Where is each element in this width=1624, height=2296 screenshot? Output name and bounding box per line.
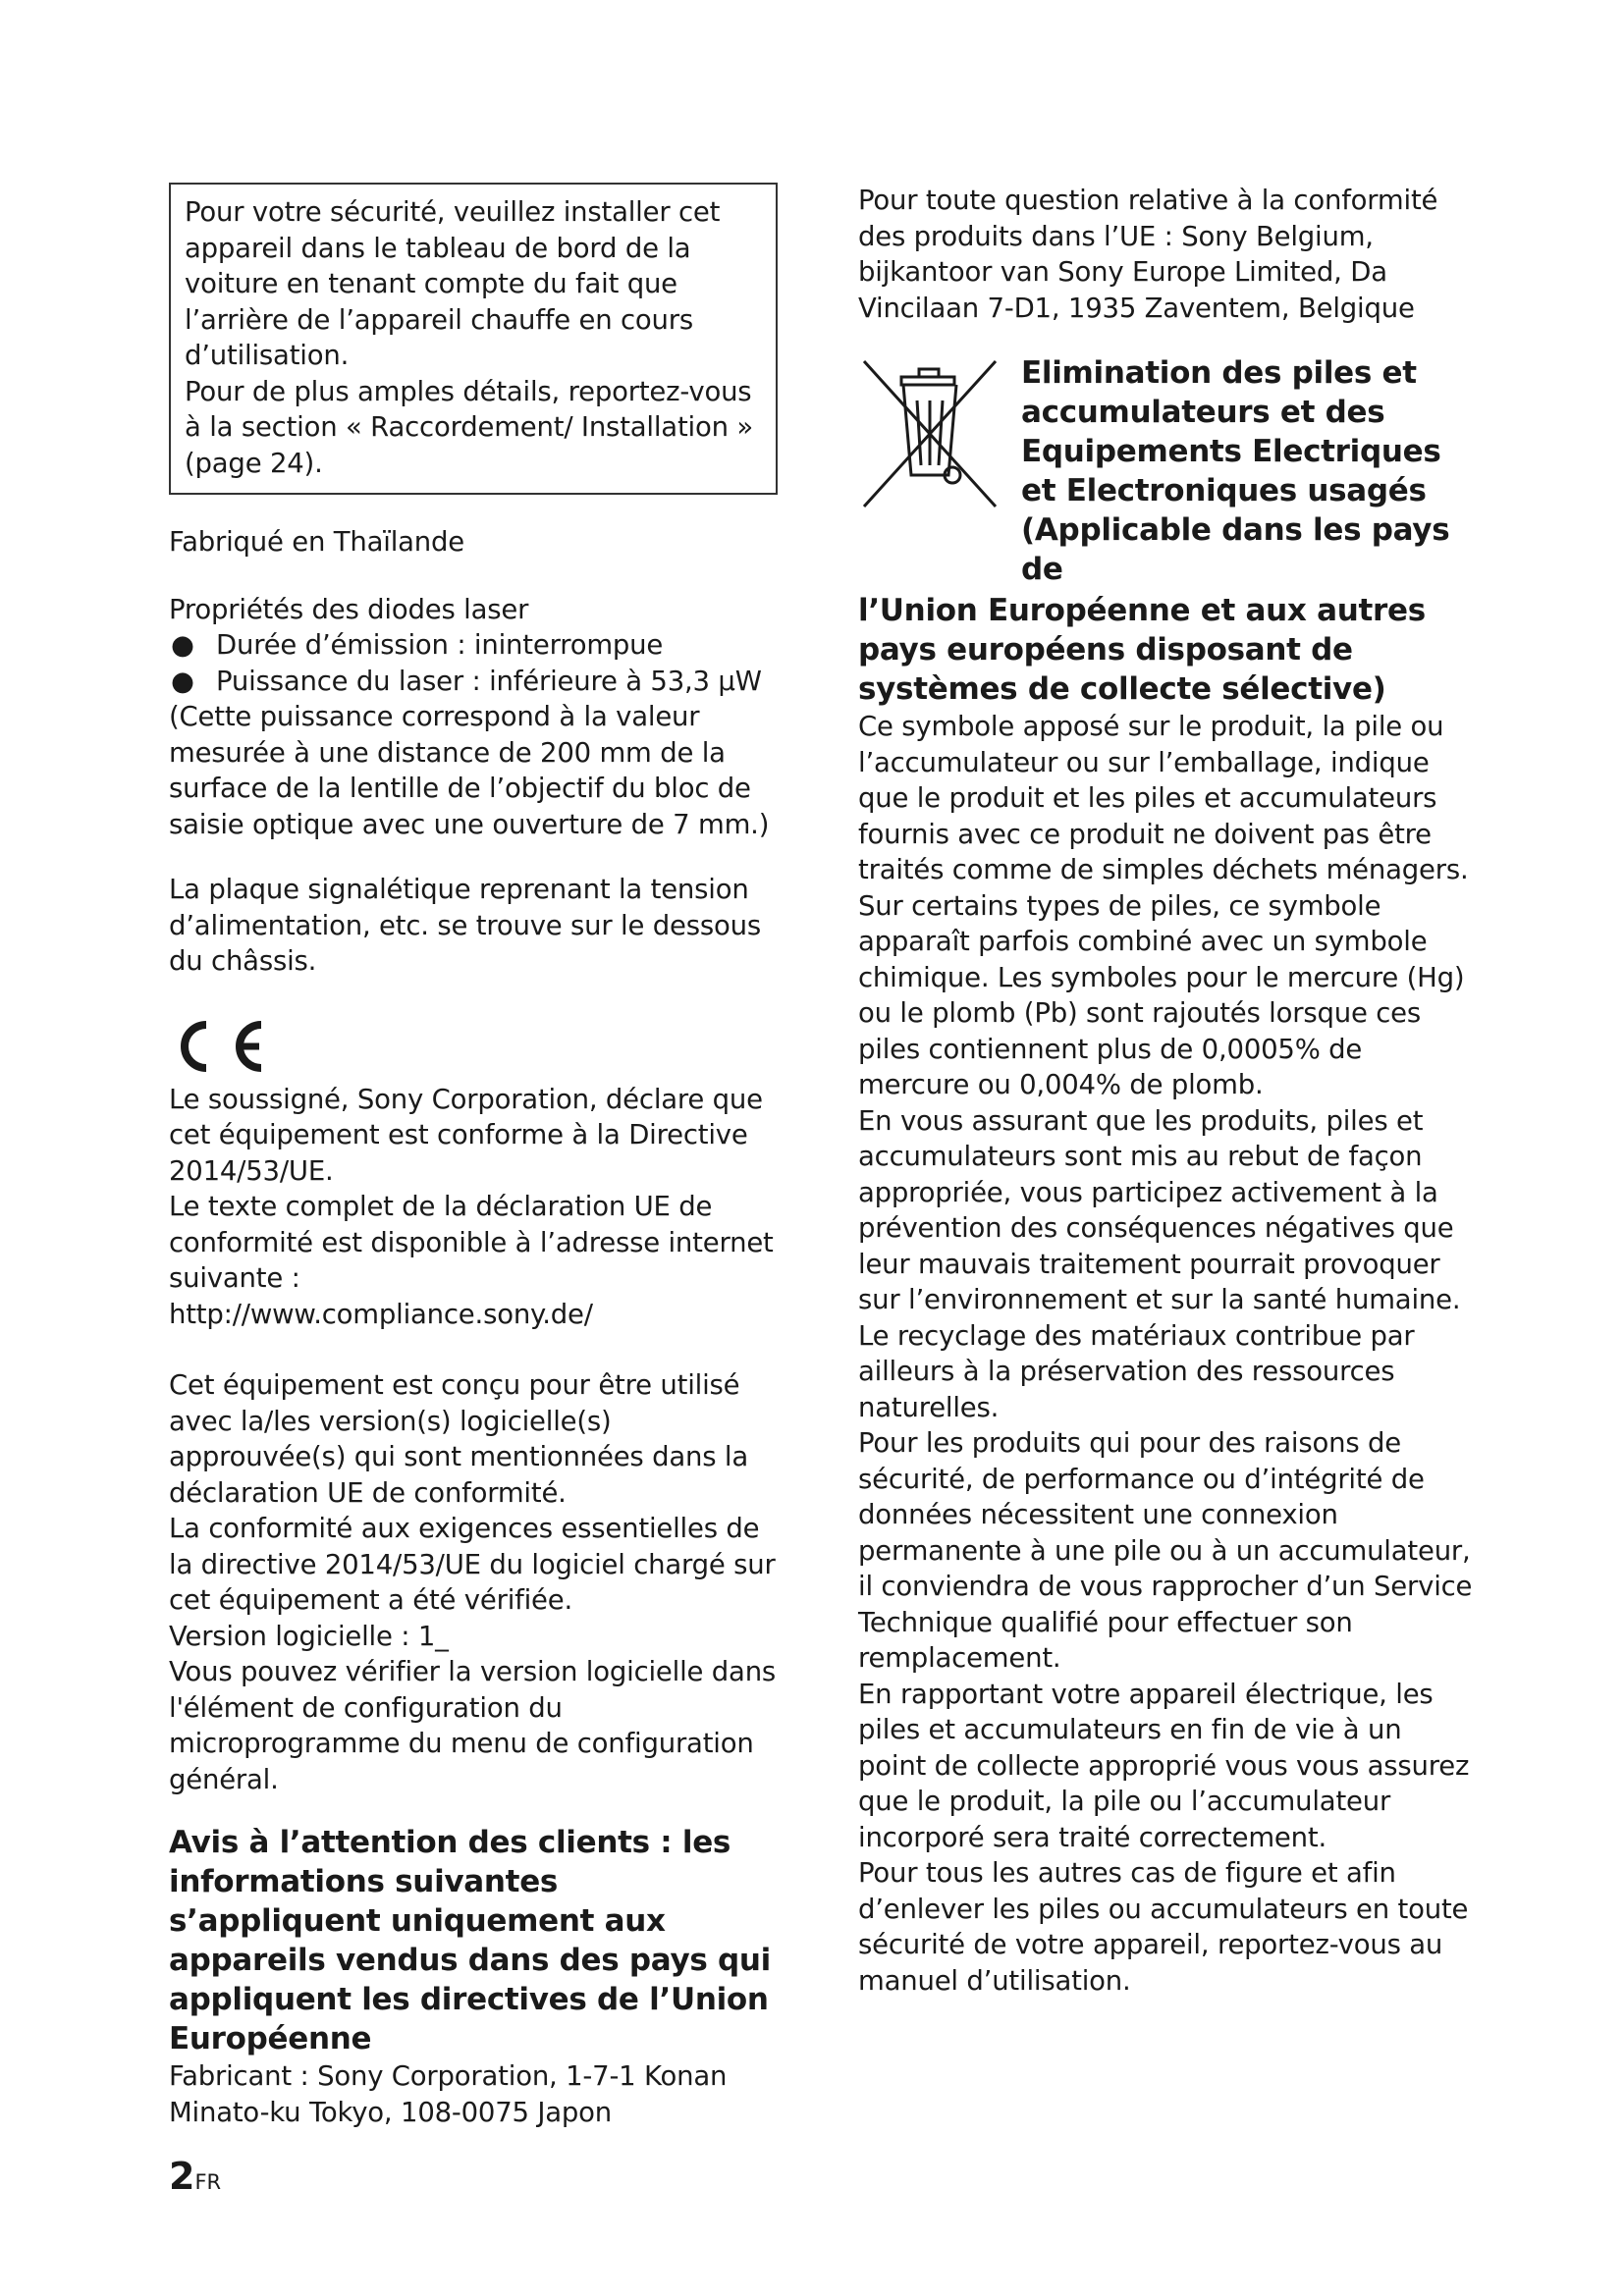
eu-contact-text: Pour toute question relative à la conformité des produits dans l’UE : Sony Belgium, bijkantoor van Sony Europe Limited, Da Vincilaan 7-D1, 1935 Zaventem, Belgique xyxy=(858,185,1438,324)
declaration-availability: Le texte complet de la déclaration UE de conformité est disponible à l’adresse internet suivante : xyxy=(169,1191,774,1294)
right-column xyxy=(858,183,1477,1999)
disposal-paragraph: Sur certains types de piles, ce symbole apparaît parfois combiné avec un symbole chimique. Les symboles pour le mercure (Hg) ou le plomb (Pb) sont rajoutés lorsque ces piles contiennent plus de 0,0005% de mercure ou 0,004% de plomb. xyxy=(858,889,1465,1100)
eu-notice-heading: Avis à l’attention des clients : les informations suivantes s’appliquent uniquement aux appareils vendus dans des pays qui appliquent les directives de l’Union Européenne xyxy=(169,1825,772,2056)
laser-properties-title: Propriétés des diodes laser xyxy=(169,593,529,625)
disposal-paragraph: Pour les produits qui pour des raisons de sécurité, de performance ou d’intégrité de données nécessitent une connexion permanente à une pile ou à un accumulateur, il conviendra de vous rapprocher d’un Service Technique qualifié pour effectuer son remplacement. xyxy=(858,1427,1473,1674)
page-number xyxy=(169,2155,221,2198)
laser-bullet xyxy=(169,664,778,700)
left-column xyxy=(169,183,778,2130)
manufacturer-text: Fabricant : Sony Corporation, 1-7-1 Konan Minato-ku Tokyo, 108-0075 Japon xyxy=(169,2060,728,2128)
rating-plate-text: La plaque signalétique reprenant la tension d’alimentation, etc. se trouve sur le dessous du châssis. xyxy=(169,874,761,977)
disposal-paragraph: En vous assurant que les produits, piles et accumulateurs sont mis au rebut de façon appropriée, vous participez activement à la prévention des conséquences négatives que leur mauvais traitement pourrait provoquer sur l’environnement et sur la santé humaine. Le recyclage des matériaux contribue par ailleurs à la préservation des ressources naturelles. xyxy=(858,1104,1461,1423)
software-compliance: La conformité aux exigences essentielles de la directive 2014/53/UE du logiciel chargé sur cet équipement a été vérifiée. xyxy=(169,1513,776,1616)
bullet-icon: ● xyxy=(171,629,194,661)
laser-bullet-text: Durée d’émission : ininterrompue xyxy=(216,629,664,661)
disposal-header xyxy=(858,353,1477,589)
disposal-heading-continued: l’Union Européenne et aux autres pays européens disposant de systèmes de collecte sélective) xyxy=(858,593,1426,707)
disposal-paragraph: Pour tous les autres cas de figure et afin d’enlever les piles ou accumulateurs en toute sécurité de votre appareil, reportez-vous au manuel d’utilisation. xyxy=(858,1857,1469,1997)
crossed-out-wheeled-bin-icon xyxy=(858,355,1001,512)
safety-notice-box xyxy=(169,183,778,495)
ce-mark-icon xyxy=(169,1017,277,1076)
compliance-url: http://www.compliance.sony.de/ xyxy=(169,1298,593,1330)
software-text: Cet équipement est conçu pour être utilisé avec la/les version(s) logicielle(s) approuvée(s) qui sont mentionnées dans la déclaration UE de conformité. xyxy=(169,1369,748,1509)
software-check: Vous pouvez vérifier la version logicielle dans l'élément de configuration du microprogramme du menu de configuration général. xyxy=(169,1656,777,1795)
safety-notice-reference: Pour de plus amples détails, reportez-vous à la section « Raccordement/ Installation » (page 24). xyxy=(185,375,753,479)
page-language-code: FR xyxy=(194,2170,222,2194)
laser-note: (Cette puissance correspond à la valeur mesurée à une distance de 200 mm de la surface de la lentille de l’objectif du bloc de saisie optique avec une ouverture de 7 mm.) xyxy=(169,701,770,840)
made-in-text: Fabriqué en Thaïlande xyxy=(169,526,464,558)
ce-mark xyxy=(169,1017,778,1076)
safety-notice-text: Pour votre sécurité, veuillez installer cet appareil dans le tableau de bord de la voiture en tenant compte du fait que l’arrière de l’appareil chauffe en cours d’utilisation. xyxy=(185,196,721,371)
laser-bullet-text: Puissance du laser : inférieure à 53,3 µW xyxy=(216,665,762,697)
software-version: Version logicielle : 1_ xyxy=(169,1620,449,1652)
disposal-heading: Elimination des piles et accumulateurs et des Equipements Electriques et Electroniques usagés (Applicable dans les pays de xyxy=(1021,355,1450,587)
disposal-paragraph: En rapportant votre appareil électrique, les piles et accumulateurs en fin de vie à un point de collecte approprié vous vous assurez que le produit, la pile ou l’accumulateur incorporé sera traité correctement. xyxy=(858,1678,1470,1853)
page-number-value: 2 xyxy=(169,2155,195,2198)
declaration-text: Le soussigné, Sony Corporation, déclare que cet équipement est conforme à la Directive 2014/53/UE. xyxy=(169,1083,763,1187)
laser-bullet xyxy=(169,627,778,664)
bullet-icon: ● xyxy=(171,665,194,697)
disposal-paragraph: Ce symbole apposé sur le produit, la pile ou l’accumulateur ou sur l’emballage, indique que le produit et les piles et accumulateurs fournis avec ce produit ne doivent pas être traités comme de simples déchets ménagers. xyxy=(858,711,1469,885)
